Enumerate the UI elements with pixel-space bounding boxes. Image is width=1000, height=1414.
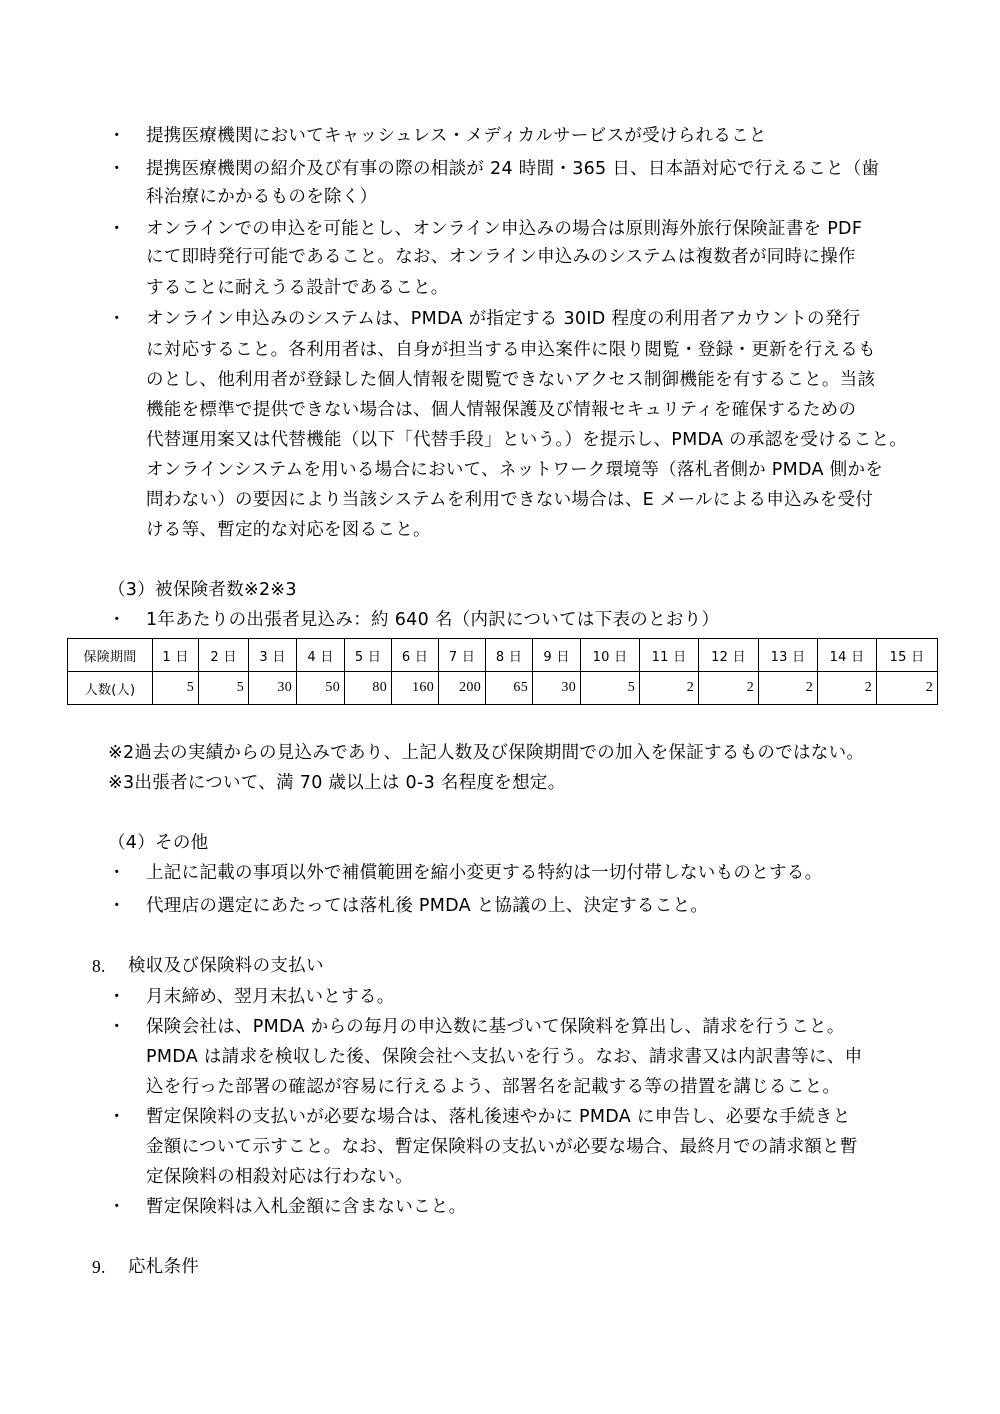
table-cell: 2	[818, 672, 877, 705]
table-header-cell: 保険期間	[68, 639, 153, 672]
list-item-continuation: 機能を標準で提供できない場合は、個人情報保護及び情報セキュリティを確保するための	[146, 400, 857, 420]
list-item-continuation: 問わない）の要因により当該システムを利用できない場合は、E メールによる申込みを受付	[146, 490, 874, 510]
section-title-9: 応札条件	[128, 1257, 200, 1277]
list-item: 暫定保険料は入札金額に含まないこと。	[146, 1197, 467, 1217]
table-header-cell: 3 日	[249, 639, 297, 672]
bullet-marker: ・	[108, 896, 126, 916]
list-item-continuation: ける等、暫定的な対応を図ること。	[146, 520, 431, 540]
table-header-cell: 12 日	[699, 639, 759, 672]
bullet-marker: ・	[108, 1017, 126, 1037]
list-item-continuation: に対応すること。各利用者は、自身が担当する申込案件に限り閲覧・登録・更新を行えるも	[146, 340, 876, 360]
insured-table	[67, 638, 938, 705]
list-item-continuation: のとし、他利用者が登録した個人情報を閲覧できないアクセス制御機能を有すること。当該	[146, 370, 876, 390]
table-cell: 5	[199, 672, 249, 705]
bullet-marker: ・	[108, 159, 126, 179]
table-cell: 2	[640, 672, 699, 705]
table-header-cell: 15 日	[877, 639, 938, 672]
table-cell: 5	[153, 672, 199, 705]
list-item: オンラインでの申込を可能とし、オンライン申込みの場合は原則海外旅行保険証書を PDF	[146, 219, 863, 239]
table-cell: 200	[439, 672, 486, 705]
list-item-continuation: 科治療にかかるものを除く）	[146, 187, 378, 207]
table-row-label: 人数(人)	[68, 672, 153, 705]
table-header-cell: 2 日	[199, 639, 249, 672]
table-cell: 50	[297, 672, 345, 705]
list-item-continuation: PMDA は請求を検収した後、保険会社へ支払いを行う。なお、請求書又は内訳書等に、申	[146, 1047, 863, 1067]
list-item: 暫定保険料の支払いが必要な場合は、落札後速やかに PMDA に申告し、必要な手続きと	[146, 1107, 851, 1127]
table-header-cell: 10 日	[581, 639, 640, 672]
note-3: ※3出張者について、満 70 歳以上は 0-3 名程度を想定。	[108, 773, 566, 793]
bullet-marker: ・	[108, 219, 126, 239]
table-cell: 2	[699, 672, 759, 705]
list-item-continuation: 込を行った部署の確認が容易に行えるよう、部署名を記載する等の措置を講じること。	[146, 1077, 841, 1097]
bullet-marker: ・	[108, 610, 126, 630]
table-cell: 2	[759, 672, 818, 705]
bullet-marker: ・	[108, 863, 126, 883]
table-cell: 160	[392, 672, 439, 705]
section-heading-other: （4）その他	[108, 833, 209, 853]
list-item-continuation: オンラインシステムを用いる場合において、ネットワーク環境等（落札者側か PMDA 側かを	[146, 460, 884, 480]
table-header-cell: 9 日	[533, 639, 581, 672]
table-cell: 65	[486, 672, 533, 705]
table-header-cell: 7 日	[439, 639, 486, 672]
insured-estimate: 1年あたりの出張者見込み：約 640 名（内訳については下表のとおり）	[146, 610, 720, 630]
list-item-continuation: 代替運用案又は代替機能（以下「代替手段」という。）を提示し、PMDA の承認を受けること。	[146, 430, 908, 450]
section-number-9: 9.	[92, 1257, 106, 1277]
bullet-marker: ・	[108, 126, 126, 146]
table-header-cell: 6 日	[392, 639, 439, 672]
table-header-cell: 13 日	[759, 639, 818, 672]
table-cell: 30	[249, 672, 297, 705]
table-row	[68, 672, 938, 705]
list-item-continuation: にて即時発行可能であること。なお、オンライン申込みのシステムは複数者が同時に操作	[146, 247, 856, 267]
section-number-8: 8.	[92, 956, 106, 976]
list-item: 提携医療機関の紹介及び有事の際の相談が 24 時間・365 日、日本語対応で行えること（歯	[146, 159, 880, 179]
section-title-8: 検収及び保険料の支払い	[128, 956, 324, 976]
list-item: 保険会社は、PMDA からの毎月の申込数に基づいて保険料を算出し、請求を行うこと。	[146, 1017, 845, 1037]
table-header-cell: 5 日	[345, 639, 392, 672]
list-item: 月末締め、翌月末払いとする。	[146, 987, 395, 1007]
bullet-marker: ・	[108, 1197, 126, 1217]
table-header-cell: 4 日	[297, 639, 345, 672]
bullet-marker: ・	[108, 987, 126, 1007]
list-item-continuation: 金額について示すこと。なお、暫定保険料の支払いが必要な場合、最終月での請求額と暫	[146, 1137, 858, 1157]
table-cell: 30	[533, 672, 581, 705]
list-item-continuation: することに耐えうる設計であること。	[146, 278, 449, 298]
table-header-cell: 14 日	[818, 639, 877, 672]
list-item: 提携医療機関においてキャッシュレス・メディカルサービスが受けられること	[146, 126, 767, 146]
list-item-continuation: 定保険料の相殺対応は行わない。	[146, 1167, 413, 1187]
list-item: 上記に記載の事項以外で補償範囲を縮小変更する特約は一切付帯しないものとする。	[146, 863, 823, 883]
table-cell: 2	[877, 672, 938, 705]
table-header-cell: 11 日	[640, 639, 699, 672]
table-cell: 80	[345, 672, 392, 705]
bullet-marker: ・	[108, 309, 126, 329]
list-item: オンライン申込みのシステムは、PMDA が指定する 30ID 程度の利用者アカウントの発行	[146, 309, 861, 329]
note-2: ※2過去の実績からの見込みであり、上記人数及び保険期間での加入を保証するものではない。	[108, 743, 865, 763]
bullet-marker: ・	[108, 1107, 126, 1127]
table-header-cell: 1 日	[153, 639, 199, 672]
table-header-cell: 8 日	[486, 639, 533, 672]
table-cell: 5	[581, 672, 640, 705]
list-item: 代理店の選定にあたっては落札後 PMDA と協議の上、決定すること。	[146, 896, 709, 916]
section-heading-insured: （3）被保険者数※2※3	[108, 580, 297, 600]
table-header-row	[68, 639, 938, 672]
